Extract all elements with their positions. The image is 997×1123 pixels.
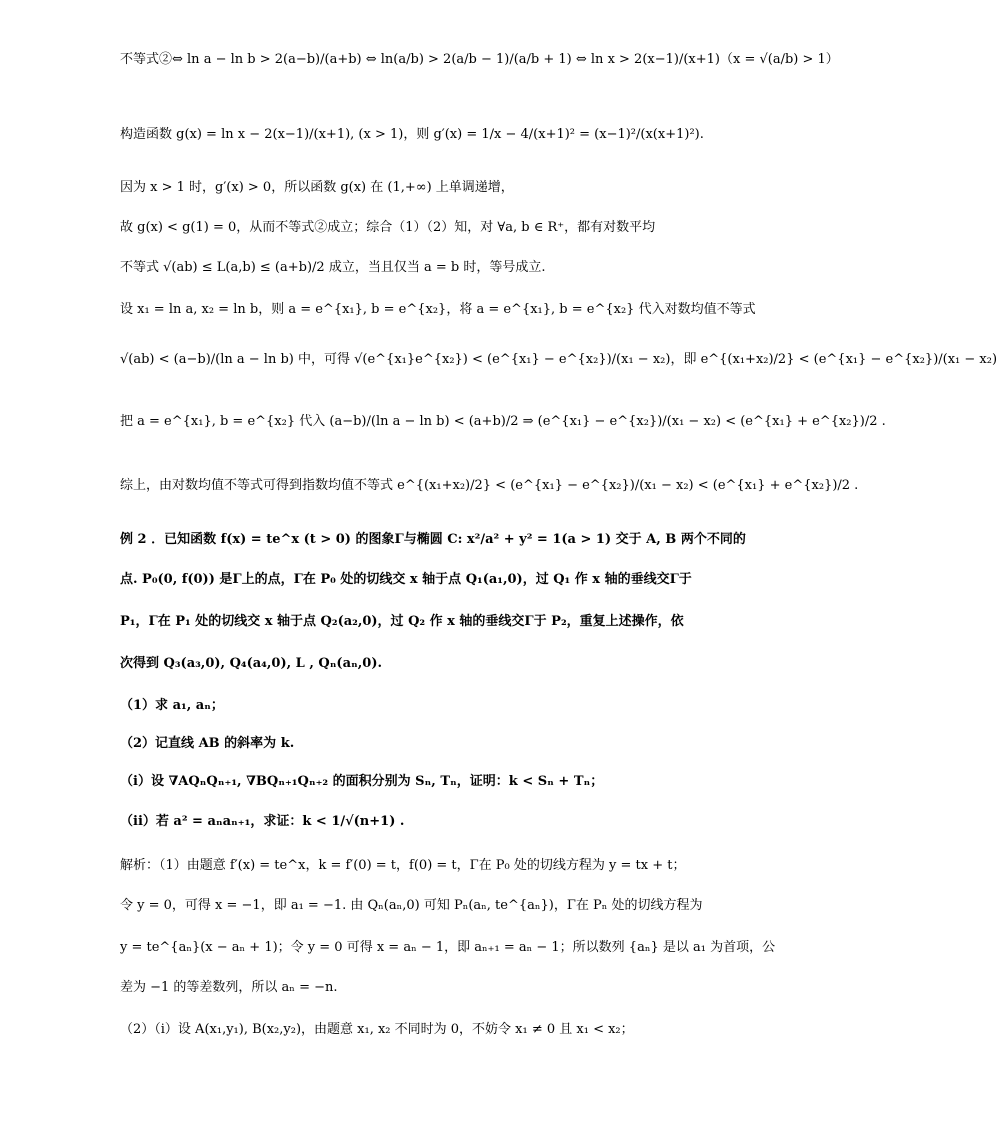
- text-line-18: 解析：（1）由题意 f′(x) = te^x，k = f′(0) = t，f(0) = t，Γ在 P₀ 处的切线方程为 y = tx + t；: [120, 858, 686, 873]
- text-line-12: P₁，Γ在 P₁ 处的切线交 x 轴于点 Q₂(a₂,0)，过 Q₂ 作 x 轴的垂线交Γ于 P₂，重复上述操作，依: [120, 614, 684, 629]
- text-line-7: √(ab) < (a−b)/(ln a − ln b) 中，可得 √(e^{x₁}e^{x₂}) < (e^{x₁} − e^{x₂})/(x₁ − x₂)，即 e^{(x₁+x₂)/2} < (e^{x₁} − e^{x₂})/(x₁ − x₂): [120, 352, 997, 367]
- text-line-14: （1）求 a₁, aₙ；: [120, 698, 224, 713]
- text-line-15: （2）记直线 AB 的斜率为 k.: [120, 736, 295, 751]
- text-line-20: y = te^{aₙ}(x − aₙ + 1)；令 y = 0 可得 x = aₙ − 1，即 aₙ₊₁ = aₙ − 1；所以数列 {aₙ} 是以 a₁ 为首项，公: [120, 940, 776, 955]
- text-line-17: （ii）若 a² = aₙaₙ₊₁，求证：k < 1/√(n+1) .: [120, 814, 405, 829]
- text-line-11: 点. P₀(0, f(0)) 是Γ上的点，Γ在 P₀ 处的切线交 x 轴于点 Q₁(a₁,0)，过 Q₁ 作 x 轴的垂线交Γ于: [120, 572, 692, 587]
- text-line-13: 次得到 Q₃(a₃,0), Q₄(a₄,0), L , Qₙ(aₙ,0).: [120, 656, 383, 671]
- text-line-1: 不等式②⇔ ln a − ln b > 2(a−b)/(a+b) ⇔ ln(a/b) > 2(a/b − 1)/(a/b + 1) ⇔ ln x > 2(x−1)/(x+1)（x = √(a/b) > 1）: [120, 52, 839, 67]
- text-line-16: （i）设 ∇AQₙQₙ₊₁, ∇BQₙ₊₁Qₙ₊₂ 的面积分别为 Sₙ, Tₙ，证明：k < Sₙ + Tₙ；: [120, 774, 604, 789]
- text-line-3: 因为 x > 1 时，g′(x) > 0，所以函数 g(x) 在 (1,+∞) 上单调递增，: [120, 180, 514, 195]
- text-line-5: 不等式 √(ab) ≤ L(a,b) ≤ (a+b)/2 成立，当且仅当 a = b 时，等号成立.: [120, 260, 546, 275]
- text-line-19: 令 y = 0，可得 x = −1，即 a₁ = −1. 由 Qₙ(aₙ,0) 可知 Pₙ(aₙ, te^{aₙ})，Γ在 Pₙ 处的切线方程为: [120, 898, 703, 913]
- text-line-21: 差为 −1 的等差数列，所以 aₙ = −n.: [120, 980, 338, 995]
- text-line-10: 例 2 ．已知函数 f(x) = te^x (t > 0) 的图象Γ与椭圆 C: x²/a² + y² = 1(a > 1) 交于 A, B 两个不同的: [120, 532, 746, 547]
- text-line-6: 设 x₁ = ln a, x₂ = ln b，则 a = e^{x₁}, b = e^{x₂}，将 a = e^{x₁}, b = e^{x₂} 代入对数均值不等式: [120, 302, 756, 317]
- text-line-22: （2）（i）设 A(x₁,y₁), B(x₂,y₂)，由题意 x₁, x₂ 不同时为 0，不妨令 x₁ ≠ 0 且 x₁ < x₂；: [120, 1022, 634, 1037]
- text-line-4: 故 g(x) < g(1) = 0，从而不等式②成立；综合（1）（2）知，对 ∀a, b ∈ R⁺，都有对数平均: [120, 220, 656, 235]
- text-line-2: 构造函数 g(x) = ln x − 2(x−1)/(x+1), (x > 1)，则 g′(x) = 1/x − 4/(x+1)² = (x−1)²/(x(x+1)²).: [120, 127, 704, 142]
- text-line-8: 把 a = e^{x₁}, b = e^{x₂} 代入 (a−b)/(ln a − ln b) < (a+b)/2 ⇒ (e^{x₁} − e^{x₂})/(x₁ − x₂) < (e^{x₁} + e^{x₂})/2 .: [120, 414, 886, 429]
- text-line-9: 综上，由对数均值不等式可得到指数均值不等式 e^{(x₁+x₂)/2} < (e^{x₁} − e^{x₂})/(x₁ − x₂) < (e^{x₁} + e^{x₂})/2 .: [120, 478, 859, 493]
